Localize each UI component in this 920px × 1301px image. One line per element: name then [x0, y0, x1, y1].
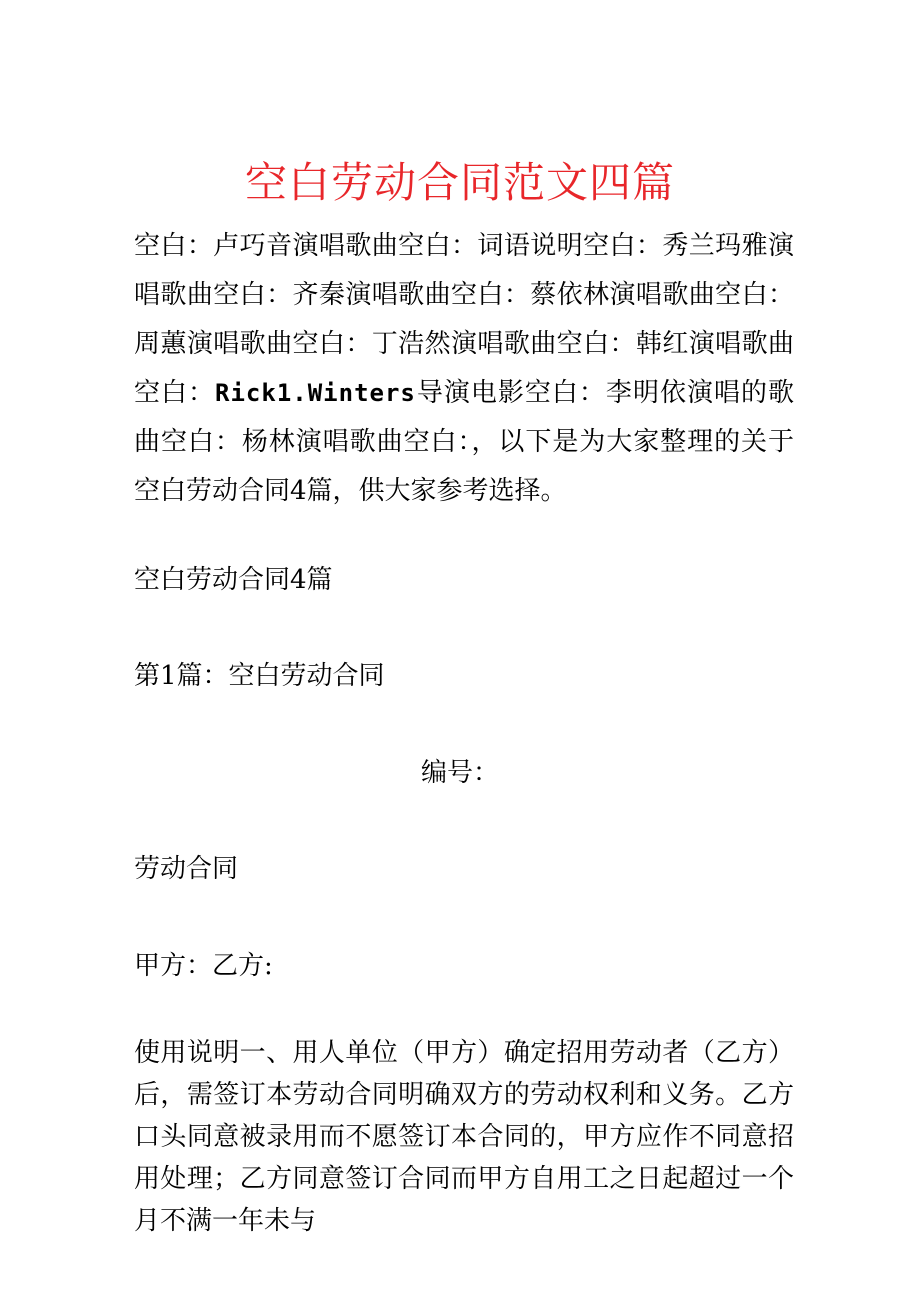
section-heading: 空白劳动合同4篇 — [134, 565, 333, 595]
parties-line: 甲方：乙方: — [134, 951, 273, 981]
intro-text-part2: 导演电影空白：李明依演唱的歌曲空白：杨林演唱歌曲空白：，以下是为大家整理的关于空白劳动合同4篇，供大家参考选择。 — [134, 378, 794, 506]
chapter-heading: 第1篇：空白劳动合同 — [134, 661, 385, 691]
document-title: 空白劳动合同范文四篇 — [244, 158, 675, 207]
intro-paragraph — [134, 222, 794, 516]
number-label: 编号： — [420, 758, 499, 788]
contract-title: 劳动合同 — [134, 854, 239, 884]
intro-name-latin: Rick1.Winters — [215, 379, 416, 407]
intro-text-part1: 空白：卢巧音演唱歌曲空白：词语说明空白：秀兰玛雅演唱歌曲空白：齐秦演唱歌曲空白：蔡依林演唱歌曲空白：周蕙演唱歌曲空白：丁浩然演唱歌曲空白：韩红演唱歌曲空白： — [134, 231, 794, 408]
usage-paragraph: 使用说明一、用人单位（甲方）确定招用劳动者（乙方）后，需签订本劳动合同明确双方的劳动权利和义务。乙方口头同意被录用而不愿签订本合同的，甲方应作不同意招用处理；乙方同意签订合同而甲方自用工之日起超过一个月不满一年未与 — [134, 1038, 794, 1236]
